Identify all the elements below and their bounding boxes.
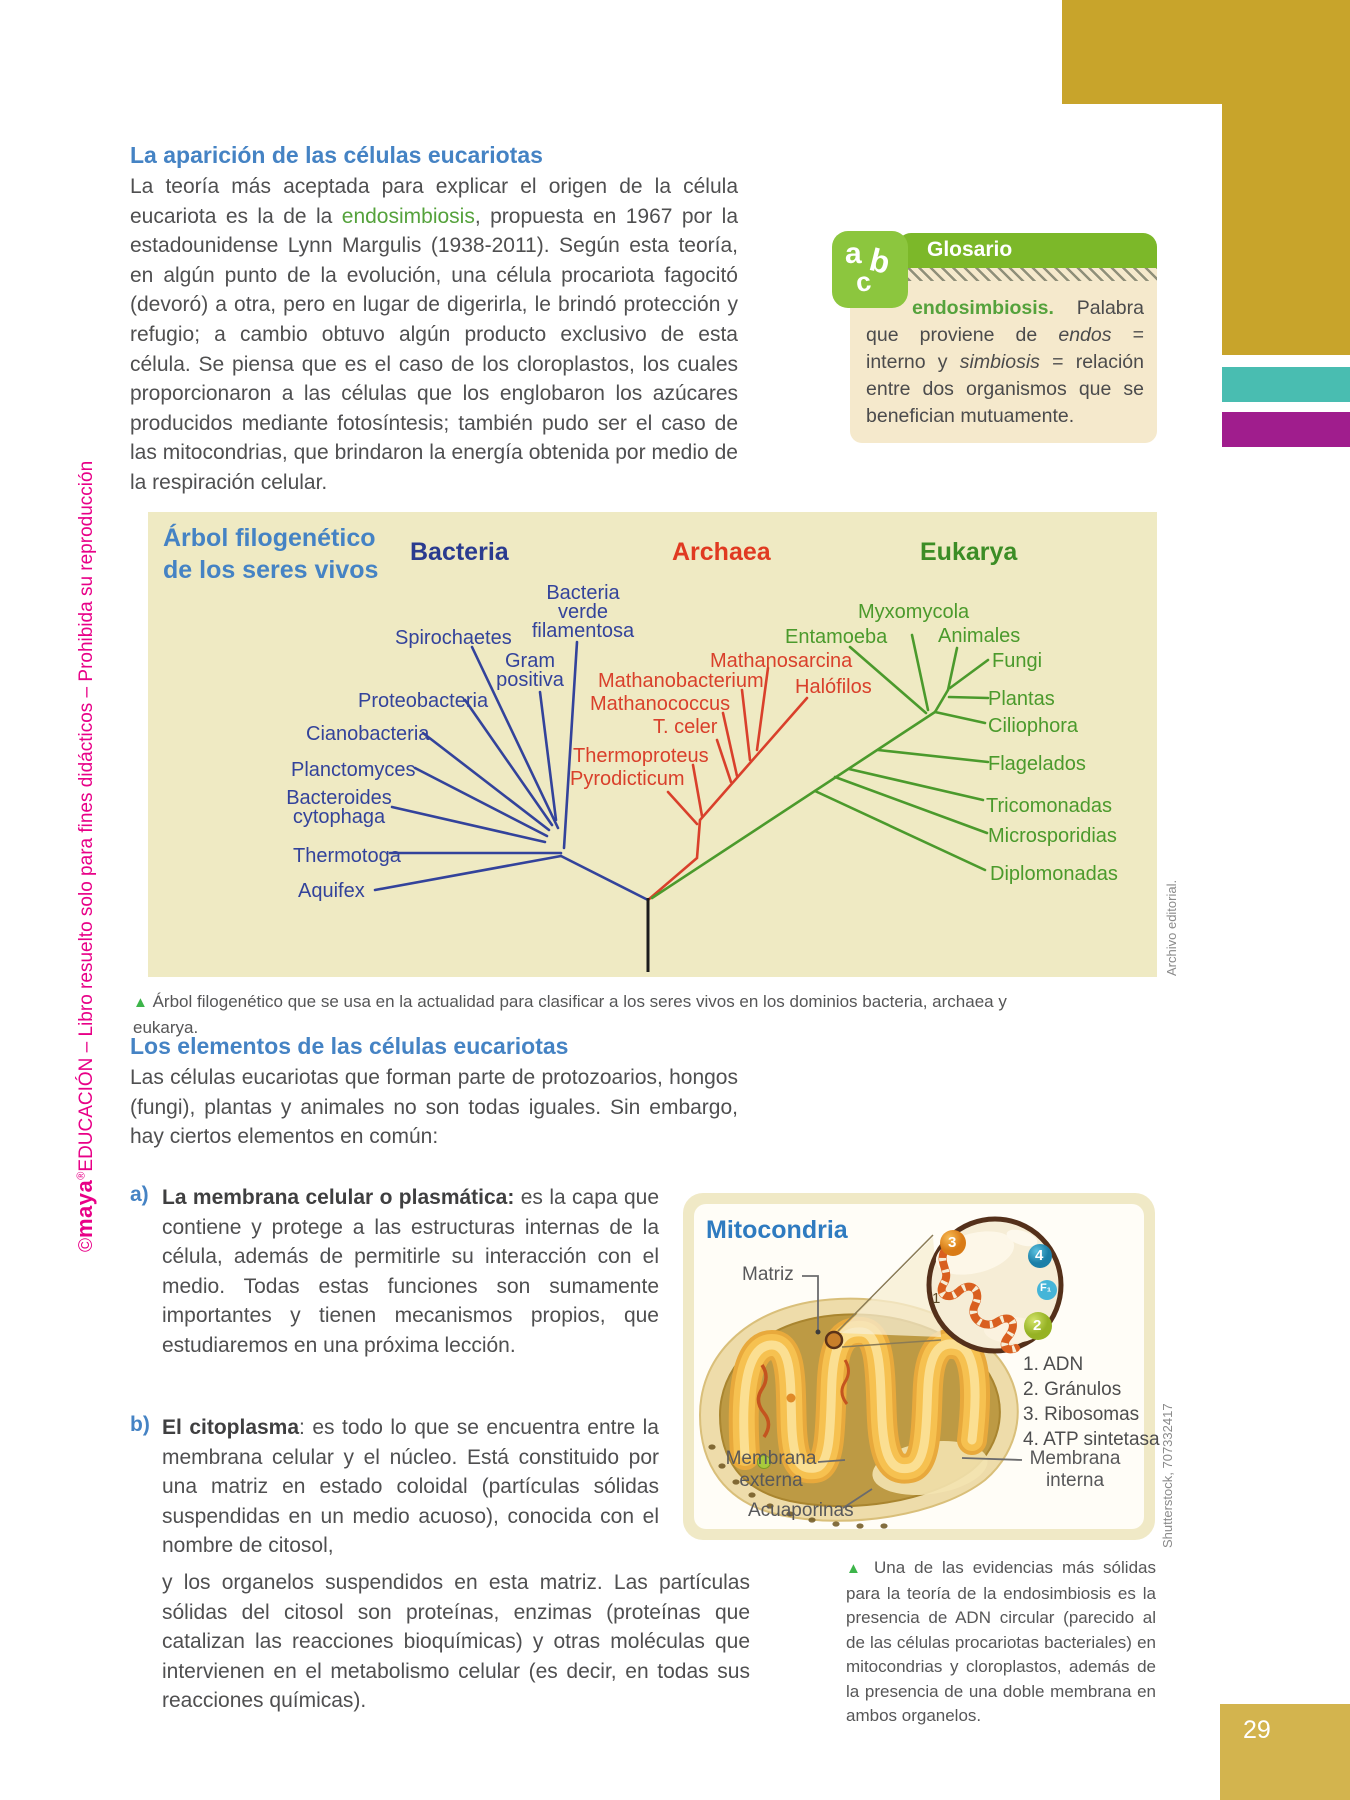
tree-label: Planctomyces bbox=[291, 759, 416, 781]
endosimbiosis-highlight: endosimbiosis bbox=[341, 204, 475, 228]
legend-item: 2. Gránulos bbox=[1023, 1379, 1122, 1400]
inset-number-4: 4 bbox=[1035, 1247, 1044, 1264]
icon-letter-a: a bbox=[845, 237, 862, 270]
sidebar-copy-symbol: © bbox=[76, 1238, 97, 1252]
figure-caption: ▲ Una de las evidencias más sólidas para la teoría de la endosimbiosis es la presencia de ADN circular (parecido al de las células procariotas bacteriales) en mitocondrias y cloroplastos, además de la presencia de una doble membrana en ambos organelos. bbox=[846, 1558, 1156, 1725]
list-item-a: a) La membrana celular o plasmática: es la capa que contiene y protege a las estructuras internas de la célula, además de permitirle su interacción con el medio. Todas estas funciones son sumamente importantes y tienen mecanismos propios, que estudiaremos en una próxima lección. bbox=[130, 1183, 660, 1357]
tree-label: Pyrodicticum bbox=[570, 768, 685, 790]
tree-label: Thermotoga bbox=[293, 845, 401, 867]
item-b-marker: b) bbox=[130, 1413, 150, 1436]
tree-label: Mathanococcus bbox=[590, 693, 731, 715]
legend-item: 4. ATP sintetasa bbox=[1023, 1429, 1160, 1450]
glossary-definition: endosimbiosis. Palabra que proviene de endos = interno y simbiosis = relación entre dos organismos que se benefician mutuamente. bbox=[866, 297, 1144, 427]
inset-number-3: 3 bbox=[948, 1234, 957, 1251]
domain-bacteria: Bacteria bbox=[410, 538, 509, 566]
tree-label: Mathanosarcina bbox=[710, 650, 853, 672]
sidebar-legal-text: EDUCACIÓN – Libro resuelto solo para fines didácticos – Prohibida su reproducción bbox=[76, 460, 97, 1172]
tree-panel-title: Árbol filogenético de los seres vivos bbox=[163, 524, 379, 584]
item-b-lead: El citoplasma bbox=[162, 1416, 300, 1439]
tree-label: Flagelados bbox=[988, 753, 1086, 775]
icon-letter-b: b bbox=[866, 241, 894, 281]
section1-heading: La aparición de las células eucariotas bbox=[130, 142, 543, 168]
tree-label: Mathanobacterium bbox=[598, 670, 764, 692]
label-acuaporinas: Acuaporinas bbox=[748, 1500, 854, 1521]
tree-label: Animales bbox=[938, 625, 1021, 647]
label-membrana-interna: Membrana interna bbox=[1029, 1448, 1121, 1491]
page-number-box bbox=[1220, 1704, 1350, 1800]
icon-letter-c: c bbox=[853, 266, 873, 298]
tree-label: Fungi bbox=[992, 650, 1043, 672]
tree-label: Ciliophora bbox=[988, 715, 1079, 737]
tree-label: Aquifex bbox=[298, 880, 365, 902]
item-b-continuation: y los organelos suspendidos en esta matriz. Las partículas sólidas del citosol son proteínas, enzimas (proteínas que catalizan las reacciones bioquímicas) y otras moléculas que intervienen en el metabolismo celular (es decir, en todas sus reacciones químicas). bbox=[162, 1571, 750, 1713]
decor-purple-bar bbox=[1222, 412, 1350, 447]
paragraph-text: , propuesta en 1967 por la estadounidense Lynn Margulis (1938-2011). Según esta teoría, en algún punto de la evolución, una célula procariota fagocitó (devoró) a otra, pero en lugar de digerirla, le brindó protección y refugio; a cambio obtuvo algún producto exclusivo de esta célula. Se piensa que es el caso de los cloroplastos, los cuales proporcionaron a las células que los englobaron los azúcares producidos mediante fotosíntesis; también pudo ser el caso de las mitocondrias, que brindaron la energía obtenida por medio de la respiración celular. bbox=[130, 204, 738, 494]
tree-caption: ▲ Árbol filogenético que se usa en la actualidad para clasificar a los seres vivos en los dominios bacteria, archaea y eukarya. bbox=[133, 992, 1007, 1037]
tree-label: Diplomonadas bbox=[990, 863, 1118, 885]
glossary-title: Glosario bbox=[927, 238, 1013, 261]
decor-gold-column bbox=[1222, 0, 1350, 355]
list-item-b: b) El citoplasma: es todo lo que se encuentra entre la membrana celular y el núcleo. Está constituido por una matriz en estado coloidal (partículas sólidas suspendidas en un medio acuoso), conocida con el nombre de citosol, bbox=[130, 1413, 659, 1558]
section1-paragraph bbox=[130, 172, 738, 498]
tree-label: Gram positiva bbox=[496, 650, 564, 691]
figure-credit: Shutterstock, 707332417 bbox=[1160, 1403, 1175, 1548]
tree-label: Myxomycola bbox=[858, 601, 970, 623]
tree-label: T. celer bbox=[653, 716, 718, 738]
inset-number-1: 1 bbox=[932, 1290, 941, 1307]
tree-label: Proteobacteria bbox=[358, 690, 489, 712]
tree-label: Spirochaetes bbox=[395, 627, 512, 649]
glossary-hatch-strip bbox=[897, 268, 1157, 281]
inset-legend bbox=[1023, 1352, 1160, 1452]
figure-title: Mitocondria bbox=[706, 1216, 848, 1244]
page-number: 29 bbox=[1243, 1716, 1271, 1744]
tree-label: Bacteria verde filamentosa bbox=[531, 582, 635, 642]
tree-label: Entamoeba bbox=[785, 626, 888, 648]
tree-label: Tricomonadas bbox=[986, 795, 1112, 817]
tree-label: Bacteroides cytophaga bbox=[286, 787, 392, 828]
legend-item: 1. ADN bbox=[1023, 1354, 1084, 1375]
domain-archaea: Archaea bbox=[672, 538, 771, 566]
section2-heading: Los elementos de las células eucariotas bbox=[130, 1033, 569, 1059]
section2-intro: Las células eucariotas que forman parte de protozoarios, hongos (fungi), plantas y animales no son todas iguales. Sin embargo, hay ciertos elementos en común: bbox=[130, 1066, 738, 1149]
paragraph-text: La teoría más aceptada para explicar el origen de la célula eucariota es la de la bbox=[130, 175, 738, 228]
decor-teal-bar bbox=[1222, 367, 1350, 402]
sidebar-copyright bbox=[72, 461, 98, 1252]
caption-triangle-icon: ▲ bbox=[846, 1560, 866, 1577]
tree-label: Plantas bbox=[988, 688, 1055, 710]
tree-label: Thermoproteus bbox=[573, 745, 709, 767]
inset-number-2: 2 bbox=[1033, 1317, 1042, 1334]
tree-label: Halófilos bbox=[795, 676, 872, 698]
glossary-term: endosimbiosis. bbox=[912, 297, 1054, 319]
label-matriz: Matriz bbox=[742, 1264, 794, 1285]
label-membrana-externa: Membrana externa bbox=[725, 1448, 817, 1491]
tree-credit: Archivo editorial. bbox=[1164, 879, 1179, 976]
inset-number-f1: F₁ bbox=[1040, 1282, 1052, 1294]
sidebar-brand: maya bbox=[72, 1179, 97, 1238]
item-a-marker: a) bbox=[130, 1183, 149, 1206]
tree-label: Microsporidias bbox=[988, 825, 1117, 847]
caption-triangle-icon: ▲ bbox=[133, 994, 148, 1011]
legend-item: 3. Ribosomas bbox=[1023, 1404, 1140, 1425]
item-a-lead: La membrana celular o plasmática: bbox=[162, 1186, 515, 1209]
tree-label: Cianobacteria bbox=[306, 723, 430, 745]
domain-eukarya: Eukarya bbox=[920, 538, 1018, 566]
sidebar-reg-symbol: ® bbox=[75, 1171, 88, 1180]
